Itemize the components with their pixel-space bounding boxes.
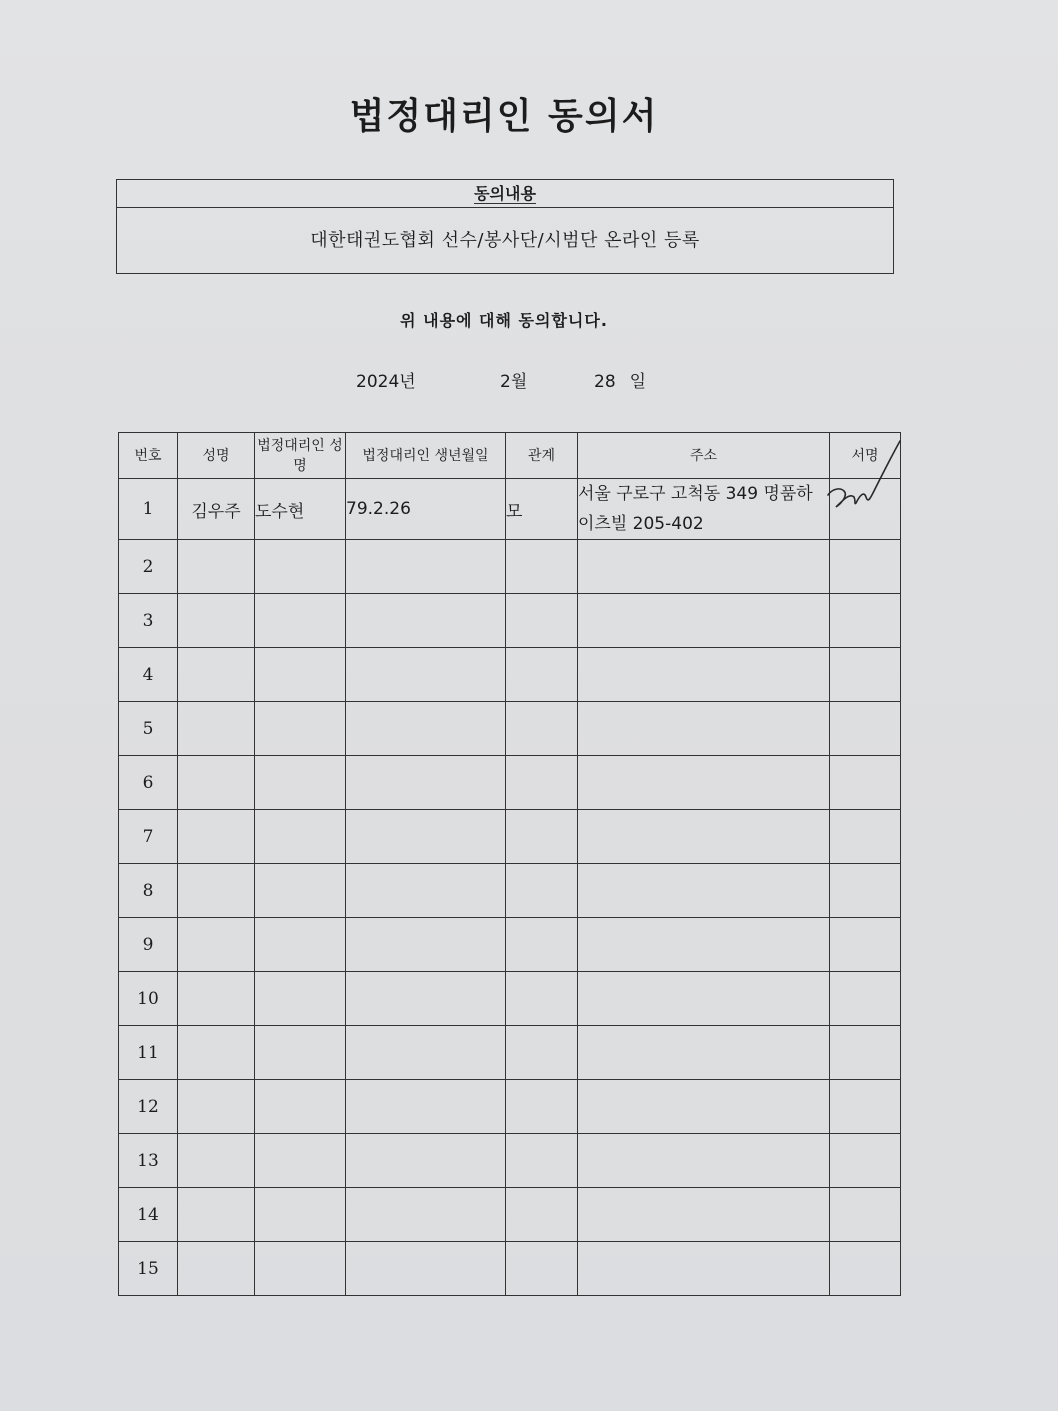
agreement-statement: 위 내용에 대해 동의합니다. (400, 311, 608, 330)
row-rep-name (255, 594, 346, 648)
table-row (119, 1026, 901, 1080)
row-name (178, 756, 255, 810)
table-row (119, 479, 901, 540)
row-rep-name (255, 1242, 346, 1296)
row-number: 1 (119, 479, 178, 540)
header-signature: 서명 (830, 433, 901, 479)
consent-header (117, 180, 893, 208)
row-rep-birth (346, 1188, 506, 1242)
row-rep-birth (346, 1026, 506, 1080)
row-signature (830, 1134, 901, 1188)
row-rep-birth (346, 540, 506, 594)
row-number: 3 (119, 594, 178, 648)
table-row (119, 1134, 901, 1188)
row-number: 14 (119, 1188, 178, 1242)
row-rep-birth (346, 972, 506, 1026)
date-day-unit: 일 (629, 372, 647, 392)
row-address (578, 1242, 830, 1296)
row-number: 9 (119, 918, 178, 972)
row-name (178, 1080, 255, 1134)
row-name (178, 918, 255, 972)
row-rep-name (255, 1026, 346, 1080)
row-name (178, 1188, 255, 1242)
row-number: 8 (119, 864, 178, 918)
row-relation (506, 648, 578, 702)
row-address (578, 594, 830, 648)
row-rep-birth (346, 594, 506, 648)
table-row (119, 810, 901, 864)
row-rep-birth (346, 864, 506, 918)
row-address (578, 756, 830, 810)
row-name (178, 1134, 255, 1188)
row-number: 12 (119, 1080, 178, 1134)
row-name (178, 702, 255, 756)
row-number: 7 (119, 810, 178, 864)
row-address (578, 1080, 830, 1134)
row-relation (506, 1188, 578, 1242)
row-rep-birth (346, 702, 506, 756)
table-row (119, 540, 901, 594)
row-rep-birth (346, 1080, 506, 1134)
date-day (594, 367, 646, 392)
row-name (178, 1026, 255, 1080)
row-signature (830, 479, 901, 540)
row-relation (506, 756, 578, 810)
row-rep-name (255, 1134, 346, 1188)
row-relation (506, 1026, 578, 1080)
row-address (578, 648, 830, 702)
row-rep-birth (346, 810, 506, 864)
header-no: 번호 (119, 433, 178, 479)
row-rep-name (255, 918, 346, 972)
row-rep-name (255, 864, 346, 918)
table-row (119, 972, 901, 1026)
row-rep-name (255, 810, 346, 864)
row-address (578, 1026, 830, 1080)
row-relation (506, 702, 578, 756)
date-month: 2월 (500, 372, 528, 392)
row-rep-name (255, 648, 346, 702)
header-address: 주소 (578, 433, 830, 479)
row-rep-birth: 79.2.26 (346, 479, 506, 540)
row-signature (830, 864, 901, 918)
row-number: 6 (119, 756, 178, 810)
row-rep-name: 도수현 (255, 479, 346, 540)
row-rep-name (255, 1080, 346, 1134)
row-signature (830, 1080, 901, 1134)
row-name (178, 810, 255, 864)
row-relation (506, 1080, 578, 1134)
row-signature (830, 1188, 901, 1242)
row-name (178, 972, 255, 1026)
date-year: 2024년 (356, 372, 416, 392)
row-signature (830, 918, 901, 972)
row-signature (830, 756, 901, 810)
row-signature (830, 972, 901, 1026)
row-signature (830, 810, 901, 864)
consent-body: 대한태권도협회 선수/봉사단/시범단 온라인 등록 (310, 230, 700, 251)
table-row (119, 1080, 901, 1134)
row-address (578, 864, 830, 918)
row-address (578, 1134, 830, 1188)
header-rep-birth: 법정대리인 생년월일 (346, 433, 506, 479)
date-day-value: 28 (594, 372, 616, 392)
row-signature (830, 594, 901, 648)
table-row (119, 864, 901, 918)
row-rep-birth (346, 1242, 506, 1296)
row-number: 10 (119, 972, 178, 1026)
row-signature (830, 702, 901, 756)
header-name: 성명 (178, 433, 255, 479)
document-title: 법정대리인 동의서 (349, 96, 659, 137)
row-address (578, 702, 830, 756)
row-name (178, 648, 255, 702)
row-relation (506, 918, 578, 972)
row-relation (506, 594, 578, 648)
table-row (119, 756, 901, 810)
row-relation (506, 810, 578, 864)
row-rep-name (255, 702, 346, 756)
row-rep-birth (346, 918, 506, 972)
row-signature (830, 1026, 901, 1080)
row-name (178, 864, 255, 918)
table-row (119, 1242, 901, 1296)
row-signature (830, 648, 901, 702)
consent-header-label: 동의내용 (474, 184, 536, 203)
row-number: 13 (119, 1134, 178, 1188)
row-address (578, 972, 830, 1026)
row-address (578, 1188, 830, 1242)
row-number: 4 (119, 648, 178, 702)
row-name (178, 594, 255, 648)
table-row (119, 918, 901, 972)
row-address (578, 918, 830, 972)
table-row (119, 702, 901, 756)
handwritten-signature (824, 433, 904, 513)
table-header-row (119, 433, 901, 479)
row-relation (506, 864, 578, 918)
header-rep-name: 법정대리인 성명 (255, 433, 346, 479)
row-relation (506, 1242, 578, 1296)
row-name (178, 540, 255, 594)
row-relation (506, 1134, 578, 1188)
row-rep-name (255, 1188, 346, 1242)
row-number: 5 (119, 702, 178, 756)
row-address: 서울 구로구 고척동 349 명품하이츠빌 205-402 (578, 479, 830, 540)
row-rep-birth (346, 756, 506, 810)
table-row (119, 648, 901, 702)
row-rep-name (255, 540, 346, 594)
row-number: 2 (119, 540, 178, 594)
row-rep-name (255, 972, 346, 1026)
row-signature (830, 1242, 901, 1296)
row-rep-name (255, 756, 346, 810)
row-rep-birth (346, 648, 506, 702)
table-row (119, 1188, 901, 1242)
representative-table (118, 432, 901, 1296)
header-relation: 관계 (506, 433, 578, 479)
row-relation (506, 972, 578, 1026)
row-number: 11 (119, 1026, 178, 1080)
table-row (119, 594, 901, 648)
row-signature (830, 540, 901, 594)
row-address (578, 540, 830, 594)
row-number: 15 (119, 1242, 178, 1296)
consent-box (116, 179, 894, 274)
row-name (178, 1242, 255, 1296)
row-name: 김우주 (178, 479, 255, 540)
row-address (578, 810, 830, 864)
row-relation (506, 540, 578, 594)
row-relation: 모 (506, 479, 578, 540)
row-rep-birth (346, 1134, 506, 1188)
